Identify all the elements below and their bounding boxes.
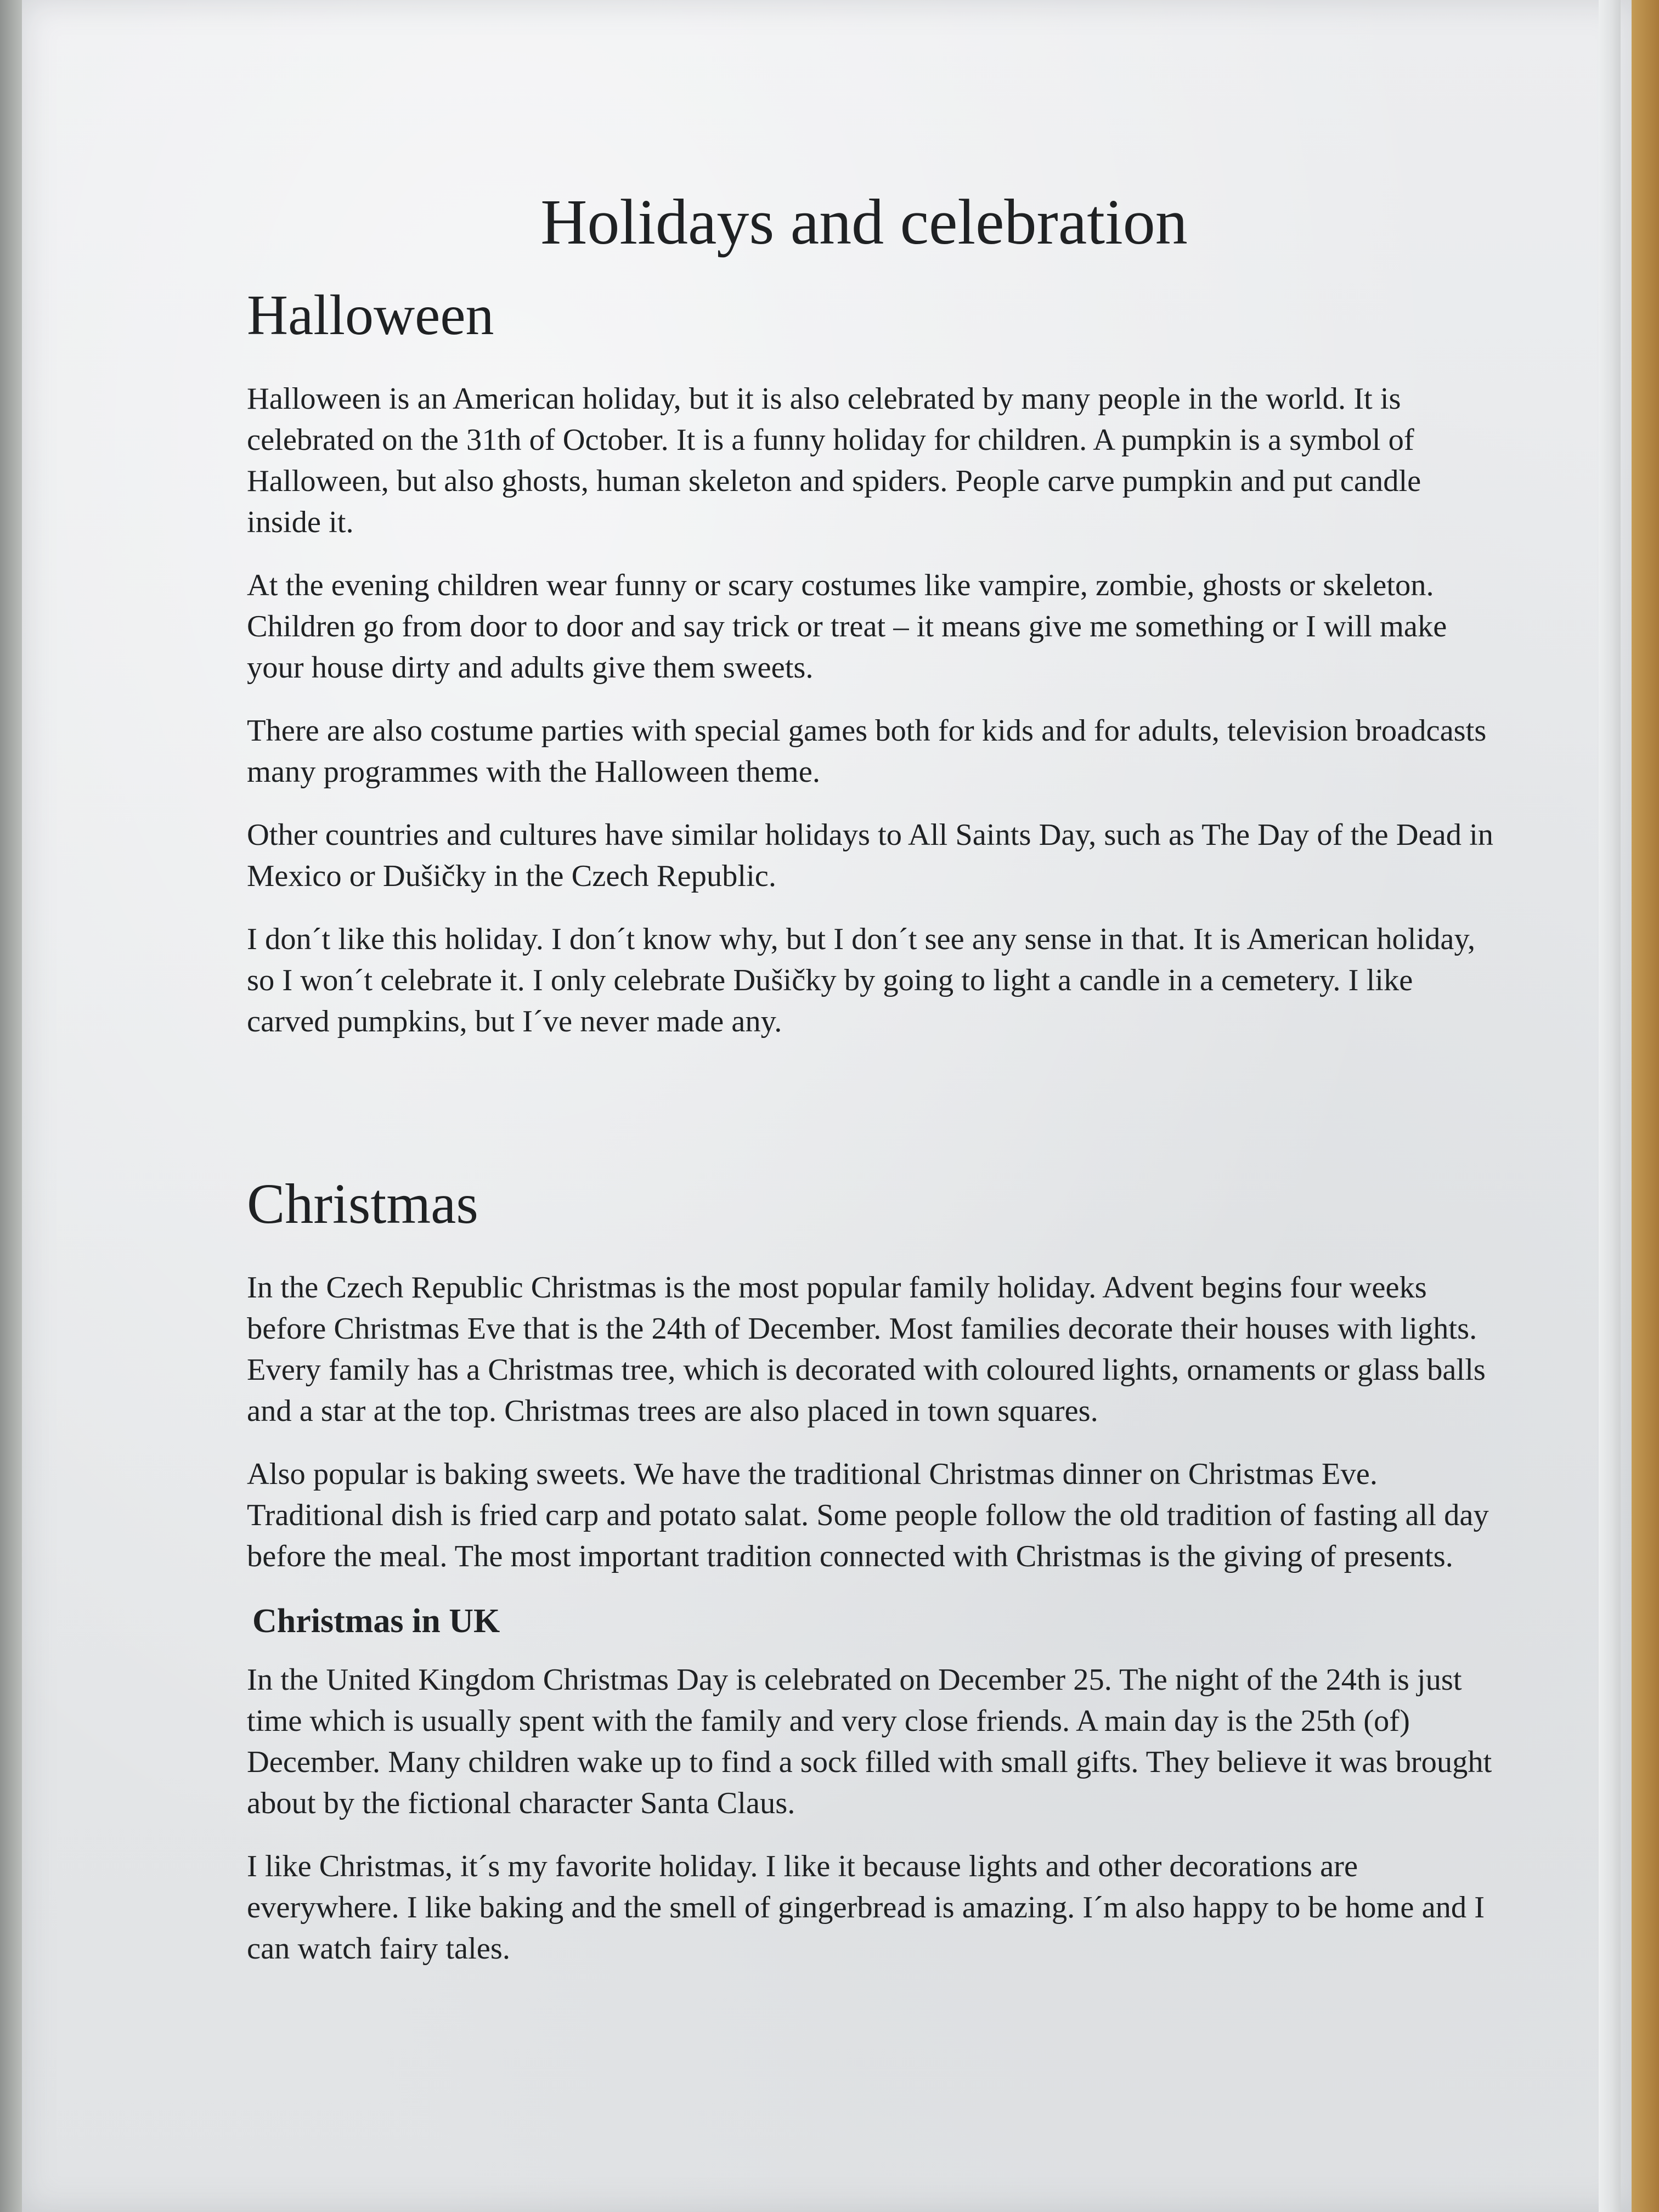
halloween-paragraph-5: I don´t like this holiday. I don´t know why, but I don´t see any sense in that. It is American holiday, so I won´t celebrate it. I only celebrate Dušičky by going to light a candle in a cemetery. I like carved pumpkins, but I´ve never made any.: [247, 922, 1476, 1039]
section-heading-christmas: Christmas: [247, 1172, 478, 1235]
christmas-paragraph-1: In the Czech Republic Christmas is the most popular family holiday. Advent begins four weeks before Christmas Eve that is the 24th of December. Most families decorate their houses with lights. Every family has a Christmas tree, which is decorated with coloured lights, ornaments or glass balls and a star at the top. Christmas trees are also placed in town squares.: [247, 1271, 1486, 1428]
section-spacer: [230, 1064, 1498, 1169]
section-heading-halloween: Halloween: [247, 284, 494, 347]
sub-heading-christmas-uk: Christmas in UK: [252, 1602, 500, 1640]
halloween-paragraph-3: There are also costume parties with special games both for kids and for adults, television broadcasts many programmes with the Halloween theme.: [247, 714, 1487, 789]
christmas-uk-paragraph-1: In the United Kingdom Christmas Day is celebrated on December 25. The night of the 24th is just time which is usually spent with the family and very close friends. A main day is the 25th (of) December. Many children wake up to find a sock filled with small gifts. They believe it was brought about by the fictional character Santa Claus.: [247, 1663, 1492, 1820]
sleeve-rim-right: [1599, 0, 1621, 2212]
christmas-paragraph-2: Also popular is baking sweets. We have the traditional Christmas dinner on Christmas Eve. Traditional dish is fried carp and potato salat. Some people follow the old tradition of fasting all day before the meal. The most important tradition connected with Christmas is the giving of presents.: [247, 1457, 1489, 1573]
halloween-paragraph-2: At the evening children wear funny or scary costumes like vampire, zombie, ghosts or skeleton. Children go from door to door and say trick or treat – it means give me something or I will make your house dirty and adults give them sweets.: [247, 568, 1447, 685]
halloween-paragraph-4: Other countries and cultures have similar holidays to All Saints Day, such as The Day of the Dead in Mexico or Dušičky in the Czech Republic.: [247, 818, 1494, 893]
halloween-paragraph-1: Halloween is an American holiday, but it is also celebrated by many people in the world. It is celebrated on the 31th of October. It is a funny holiday for children. A pumpkin is a symbol of Halloween, but also ghosts, human skeleton and spiders. People carve pumpkin and put candle inside it.: [247, 382, 1421, 539]
document-body: [230, 181, 1498, 1991]
christmas-uk-paragraph-2: I like Christmas, it´s my favorite holiday. I like it because lights and other decorations are everywhere. I like baking and the smell of gingerbread is amazing. I´m also happy to be home and I can watch fairy tales.: [247, 1849, 1485, 1966]
document-title: Holidays and celebration: [540, 186, 1188, 258]
paper-sheet: [22, 0, 1632, 2212]
